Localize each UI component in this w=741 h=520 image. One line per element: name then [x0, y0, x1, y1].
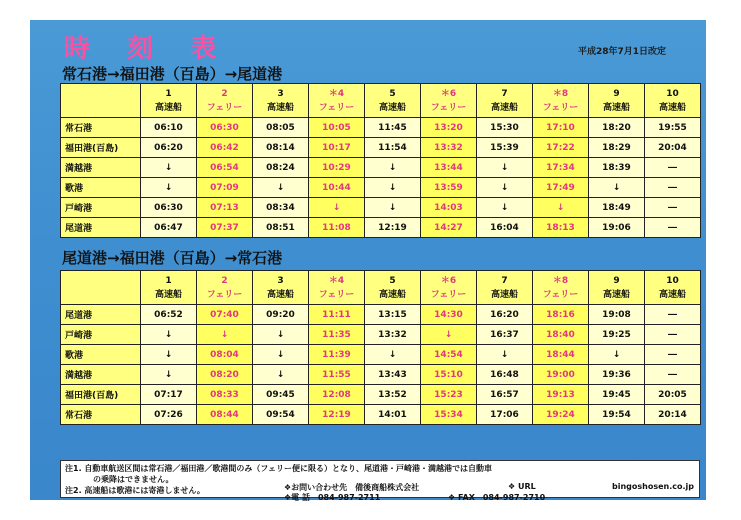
- column-header: [253, 271, 309, 305]
- departure-time: 08:51: [253, 218, 309, 238]
- departure-time: ↓: [141, 325, 197, 345]
- trip-number: 5: [389, 88, 396, 99]
- departure-time: ↓: [365, 345, 421, 365]
- departure-time: ↓: [421, 325, 477, 345]
- table-row: [61, 138, 701, 158]
- departure-time: ↓: [309, 198, 365, 218]
- departure-time: 11:11: [309, 305, 365, 325]
- trip-number: 10: [666, 88, 679, 99]
- departure-time: 19:24: [533, 405, 589, 425]
- phone-number: ❖電 話 084-987-2711: [284, 493, 381, 502]
- vessel-type: 高速船: [602, 102, 630, 113]
- table-row: [61, 345, 701, 365]
- vessel-type: フェリー: [430, 289, 467, 300]
- departure-time: 06:47: [141, 218, 197, 238]
- departure-time: 06:20: [141, 138, 197, 158]
- departure-time: 19:25: [589, 325, 645, 345]
- departure-time: 08:20: [197, 365, 253, 385]
- departure-time: ―: [645, 305, 701, 325]
- vessel-type: フェリー: [430, 102, 467, 113]
- url-label: ❖ URL: [508, 482, 536, 491]
- vessel-type: 高速船: [266, 102, 294, 113]
- trip-number: 7: [501, 275, 508, 286]
- departure-time: ―: [645, 345, 701, 365]
- departure-time: 17:10: [533, 118, 589, 138]
- column-header: [645, 84, 701, 118]
- departure-time: 20:05: [645, 385, 701, 405]
- departure-time: 08:44: [197, 405, 253, 425]
- vessel-type: フェリー: [318, 102, 355, 113]
- table-row: [61, 405, 701, 425]
- departure-time: 06:54: [197, 158, 253, 178]
- timetable-poster: [30, 20, 706, 500]
- departure-time: 08:14: [253, 138, 309, 158]
- column-header: [477, 271, 533, 305]
- column-header: [645, 271, 701, 305]
- departure-time: 07:09: [197, 178, 253, 198]
- departure-time: 18:44: [533, 345, 589, 365]
- departure-time: ―: [645, 325, 701, 345]
- column-header: [421, 271, 477, 305]
- vessel-type: フェリー: [206, 102, 243, 113]
- station-name: 満越港: [61, 365, 141, 385]
- column-header: [309, 271, 365, 305]
- departure-time: ―: [645, 198, 701, 218]
- column-header: [589, 84, 645, 118]
- vessel-type: 高速船: [602, 289, 630, 300]
- departure-time: 13:20: [421, 118, 477, 138]
- vessel-type: 高速船: [378, 289, 406, 300]
- vessel-type: フェリー: [318, 289, 355, 300]
- trip-number: ＊6: [440, 275, 457, 286]
- vessel-type: 高速船: [490, 102, 518, 113]
- departure-time: 20:04: [645, 138, 701, 158]
- departure-time: 08:34: [253, 198, 309, 218]
- departure-time: 07:37: [197, 218, 253, 238]
- departure-time: 18:49: [589, 198, 645, 218]
- station-name: 戸崎港: [61, 198, 141, 218]
- trip-number: 2: [221, 88, 228, 99]
- departure-time: 09:45: [253, 385, 309, 405]
- trip-number: 3: [277, 275, 284, 286]
- departure-time: 11:45: [365, 118, 421, 138]
- departure-time: 17:22: [533, 138, 589, 158]
- trip-number: 10: [666, 275, 679, 286]
- departure-time: ↓: [365, 198, 421, 218]
- departure-time: ↓: [253, 365, 309, 385]
- station-name: 常石港: [61, 405, 141, 425]
- outbound-timetable: [60, 83, 701, 238]
- table-row: [61, 305, 701, 325]
- table-row: [61, 325, 701, 345]
- inquiry-contact: ❖お問い合わせ先 備後商船株式会社: [284, 483, 420, 492]
- departure-time: ―: [645, 365, 701, 385]
- departure-time: 06:52: [141, 305, 197, 325]
- vessel-type: 高速船: [490, 289, 518, 300]
- departure-time: 16:48: [477, 365, 533, 385]
- departure-time: 15:10: [421, 365, 477, 385]
- departure-time: 13:52: [365, 385, 421, 405]
- departure-time: 14:54: [421, 345, 477, 365]
- departure-time: ―: [645, 218, 701, 238]
- vessel-type: 高速船: [658, 102, 686, 113]
- inbound-route-title: 尾道港→福田港（百島）→常石港: [62, 249, 283, 267]
- departure-time: 13:32: [365, 325, 421, 345]
- departure-time: ↓: [141, 345, 197, 365]
- departure-time: ↓: [477, 158, 533, 178]
- trip-number: ＊6: [440, 88, 457, 99]
- departure-time: 10:44: [309, 178, 365, 198]
- column-header: [421, 84, 477, 118]
- departure-time: ↓: [253, 345, 309, 365]
- vessel-type: フェリー: [206, 289, 243, 300]
- trip-number: ＊4: [328, 275, 345, 286]
- departure-time: 14:30: [421, 305, 477, 325]
- departure-time: ↓: [141, 178, 197, 198]
- departure-time: 08:24: [253, 158, 309, 178]
- column-header: [309, 84, 365, 118]
- column-header: [365, 271, 421, 305]
- departure-time: 07:17: [141, 385, 197, 405]
- departure-time: 18:29: [589, 138, 645, 158]
- vessel-type: 高速船: [154, 102, 182, 113]
- station-name: 常石港: [61, 118, 141, 138]
- departure-time: 11:35: [309, 325, 365, 345]
- departure-time: 18:16: [533, 305, 589, 325]
- column-header: [533, 271, 589, 305]
- departure-time: 17:34: [533, 158, 589, 178]
- page-title: 時 刻 表: [64, 34, 231, 64]
- table-row: [61, 178, 701, 198]
- departure-time: 15:30: [477, 118, 533, 138]
- departure-time: 16:37: [477, 325, 533, 345]
- departure-time: 13:15: [365, 305, 421, 325]
- vessel-type: フェリー: [542, 102, 579, 113]
- departure-time: ↓: [253, 325, 309, 345]
- departure-time: ↓: [477, 198, 533, 218]
- vessel-type: フェリー: [542, 289, 579, 300]
- departure-time: 19:36: [589, 365, 645, 385]
- column-header: [141, 271, 197, 305]
- departure-time: ↓: [533, 198, 589, 218]
- table-row: [61, 158, 701, 178]
- departure-time: 13:32: [421, 138, 477, 158]
- departure-time: 07:40: [197, 305, 253, 325]
- departure-time: 14:03: [421, 198, 477, 218]
- departure-time: 15:39: [477, 138, 533, 158]
- departure-time: 16:04: [477, 218, 533, 238]
- departure-time: 11:54: [365, 138, 421, 158]
- fax-number: ❖ FAX 084-987-2710: [448, 493, 546, 502]
- station-name: 福田港(百島): [61, 138, 141, 158]
- corner-cell: [61, 271, 141, 305]
- departure-time: 11:39: [309, 345, 365, 365]
- station-name: 歌港: [61, 178, 141, 198]
- trip-number: 9: [613, 88, 620, 99]
- column-header: [197, 271, 253, 305]
- departure-time: 06:42: [197, 138, 253, 158]
- departure-time: 14:01: [365, 405, 421, 425]
- corner-cell: [61, 84, 141, 118]
- column-header: [365, 84, 421, 118]
- departure-time: 16:20: [477, 305, 533, 325]
- column-header: [589, 271, 645, 305]
- note-2: 注2. 高速船は歌港には寄港しません。: [65, 486, 205, 495]
- departure-time: 10:29: [309, 158, 365, 178]
- departure-time: 12:08: [309, 385, 365, 405]
- station-name: 満越港: [61, 158, 141, 178]
- departure-time: 06:10: [141, 118, 197, 138]
- departure-time: 15:34: [421, 405, 477, 425]
- station-name: 尾道港: [61, 218, 141, 238]
- departure-time: 06:30: [197, 118, 253, 138]
- inbound-timetable: [60, 270, 701, 425]
- departure-time: ―: [645, 158, 701, 178]
- departure-time: 13:43: [365, 365, 421, 385]
- trip-number: ＊8: [552, 275, 569, 286]
- departure-time: 09:20: [253, 305, 309, 325]
- table-row: [61, 198, 701, 218]
- departure-time: 19:13: [533, 385, 589, 405]
- trip-number: ＊4: [328, 88, 345, 99]
- departure-time: 12:19: [309, 405, 365, 425]
- departure-time: ↓: [141, 365, 197, 385]
- trip-number: ＊8: [552, 88, 569, 99]
- departure-time: ↓: [589, 345, 645, 365]
- station-name: 福田港(百島): [61, 385, 141, 405]
- departure-time: ―: [645, 178, 701, 198]
- note-1-cont: の乗降はできません。: [93, 475, 174, 484]
- outbound-route-title: 常石港→福田港（百島）→尾道港: [62, 65, 283, 83]
- station-name: 尾道港: [61, 305, 141, 325]
- column-header: [197, 84, 253, 118]
- departure-time: 13:59: [421, 178, 477, 198]
- departure-time: 13:44: [421, 158, 477, 178]
- station-name: 歌港: [61, 345, 141, 365]
- departure-time: 20:14: [645, 405, 701, 425]
- station-name: 戸崎港: [61, 325, 141, 345]
- departure-time: 16:57: [477, 385, 533, 405]
- departure-time: ↓: [197, 325, 253, 345]
- departure-time: ↓: [365, 178, 421, 198]
- departure-time: ↓: [477, 178, 533, 198]
- departure-time: ↓: [141, 158, 197, 178]
- header-row: [61, 271, 701, 305]
- departure-time: ↓: [253, 178, 309, 198]
- departure-time: 15:23: [421, 385, 477, 405]
- header-row: [61, 84, 701, 118]
- note-1: 注1. 自動車航送区間は常石港／福田港／歌港間のみ（フェリー便に限る）となり、尾道港・戸崎港・満越港では自動車: [65, 464, 492, 473]
- departure-time: 18:20: [589, 118, 645, 138]
- departure-time: 10:17: [309, 138, 365, 158]
- departure-time: 19:06: [589, 218, 645, 238]
- departure-time: 18:13: [533, 218, 589, 238]
- departure-time: 10:05: [309, 118, 365, 138]
- trip-number: 7: [501, 88, 508, 99]
- departure-time: 12:19: [365, 218, 421, 238]
- trip-number: 9: [613, 275, 620, 286]
- website-link[interactable]: bingoshosen.co.jp: [612, 482, 695, 491]
- trip-number: 3: [277, 88, 284, 99]
- vessel-type: 高速船: [658, 289, 686, 300]
- departure-time: 07:26: [141, 405, 197, 425]
- departure-time: 09:54: [253, 405, 309, 425]
- vessel-type: 高速船: [154, 289, 182, 300]
- departure-time: ↓: [365, 158, 421, 178]
- table-row: [61, 365, 701, 385]
- departure-time: 07:13: [197, 198, 253, 218]
- trip-number: 2: [221, 275, 228, 286]
- trip-number: 1: [165, 275, 172, 286]
- departure-time: 19:45: [589, 385, 645, 405]
- departure-time: 19:00: [533, 365, 589, 385]
- column-header: [533, 84, 589, 118]
- departure-time: 18:40: [533, 325, 589, 345]
- table-row: [61, 385, 701, 405]
- trip-number: 5: [389, 275, 396, 286]
- revision-date: 平成28年7月1日改定: [577, 47, 666, 57]
- column-header: [253, 84, 309, 118]
- column-header: [141, 84, 197, 118]
- departure-time: 14:27: [421, 218, 477, 238]
- departure-time: 11:55: [309, 365, 365, 385]
- departure-time: 19:54: [589, 405, 645, 425]
- departure-time: 08:33: [197, 385, 253, 405]
- departure-time: 17:49: [533, 178, 589, 198]
- column-header: [477, 84, 533, 118]
- vessel-type: 高速船: [378, 102, 406, 113]
- departure-time: 08:04: [197, 345, 253, 365]
- departure-time: 17:06: [477, 405, 533, 425]
- table-row: [61, 118, 701, 138]
- departure-time: 08:05: [253, 118, 309, 138]
- departure-time: 18:39: [589, 158, 645, 178]
- trip-number: 1: [165, 88, 172, 99]
- departure-time: 19:55: [645, 118, 701, 138]
- table-row: [61, 218, 701, 238]
- departure-time: 19:08: [589, 305, 645, 325]
- vessel-type: 高速船: [266, 289, 294, 300]
- departure-time: 11:08: [309, 218, 365, 238]
- departure-time: ↓: [589, 178, 645, 198]
- departure-time: ↓: [477, 345, 533, 365]
- departure-time: 06:30: [141, 198, 197, 218]
